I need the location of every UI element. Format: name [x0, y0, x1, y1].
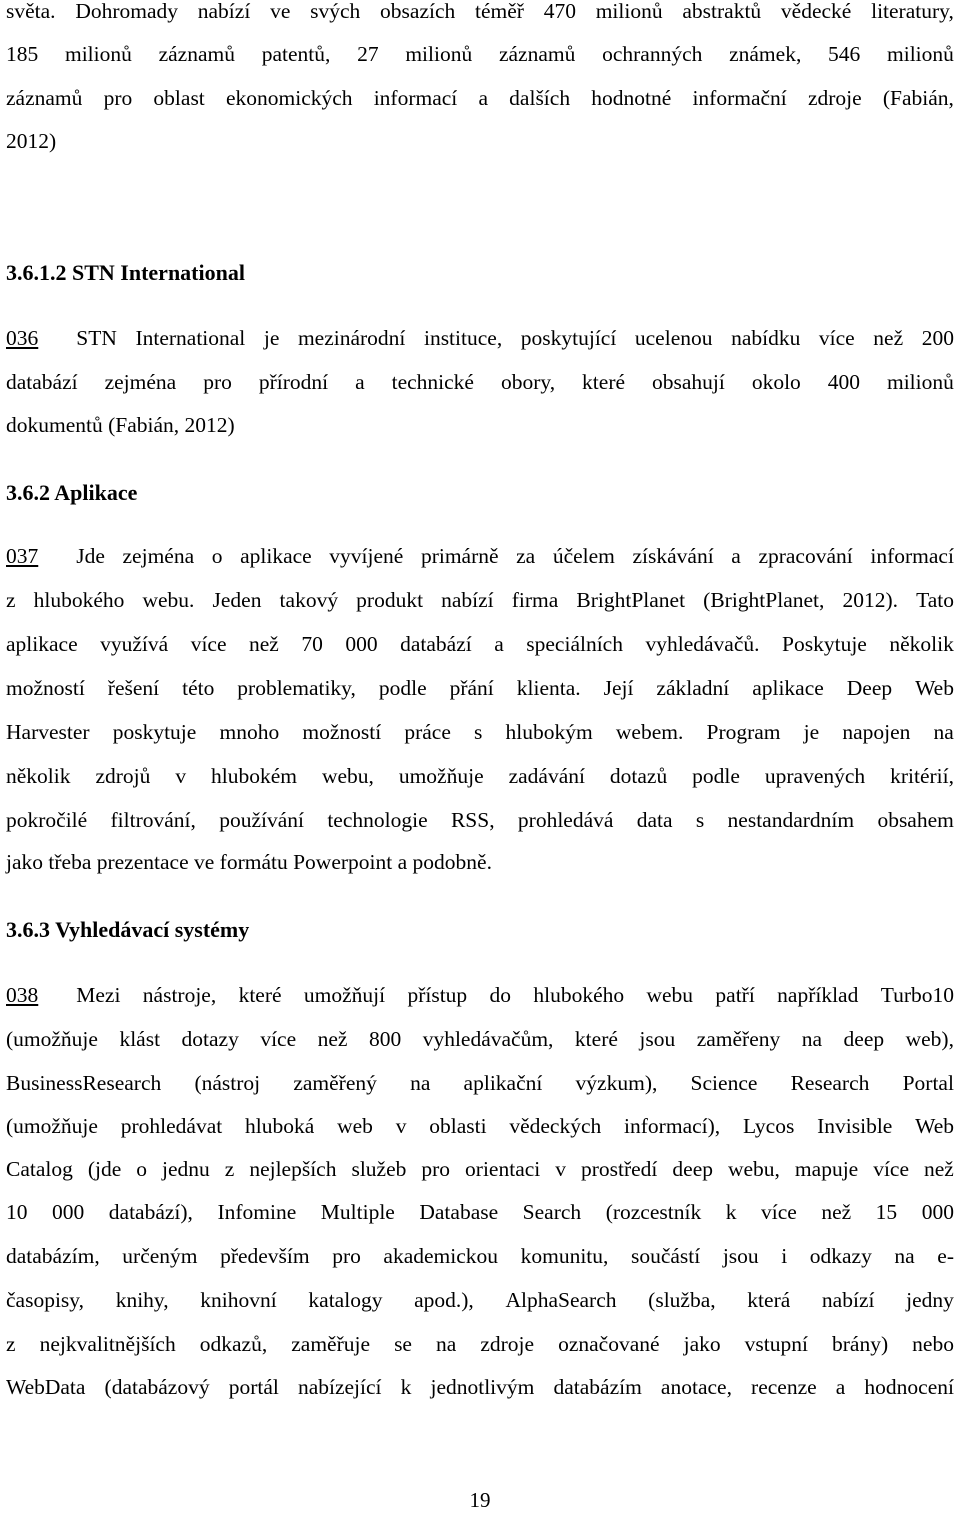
- section-heading-stn: 3.6.1.2 STN International: [6, 260, 245, 285]
- word: 27: [357, 42, 379, 66]
- paragraph-number: 037: [6, 544, 39, 568]
- word: 15: [875, 1200, 898, 1224]
- word: prostředí: [580, 1157, 658, 1181]
- word: z: [6, 588, 16, 612]
- word: zpracování: [758, 544, 853, 568]
- word: poskytující: [520, 326, 617, 350]
- word: hlubokého: [33, 588, 125, 612]
- word: zaměřený: [293, 1071, 377, 1095]
- word: Jde: [76, 544, 105, 568]
- word: hluboká: [245, 1114, 315, 1138]
- word: Invisible: [817, 1114, 893, 1138]
- word: 546: [828, 42, 861, 66]
- word: anotace,: [660, 1375, 732, 1399]
- paragraph-line: [6, 1116, 954, 1138]
- word: jedny: [906, 1288, 954, 1312]
- word: možností: [302, 720, 382, 744]
- paragraph-line: [6, 1029, 954, 1051]
- word: používání: [219, 808, 305, 832]
- word: informační: [692, 86, 787, 110]
- word: odkazů,: [199, 1332, 268, 1356]
- word: hlubokého: [533, 983, 625, 1007]
- word: k: [725, 1200, 737, 1224]
- word: milionů: [64, 42, 132, 66]
- word: prohledávat: [120, 1114, 223, 1138]
- word: technické: [391, 370, 474, 394]
- word: například: [777, 983, 859, 1007]
- word: 000: [52, 1200, 85, 1224]
- word: milionů: [405, 42, 473, 66]
- paragraph-line: [6, 1246, 954, 1268]
- word: klást: [119, 1027, 161, 1051]
- word: nabídku: [731, 326, 801, 350]
- word: nabízí: [821, 1288, 875, 1312]
- word: nabízí: [197, 0, 251, 23]
- section-heading-aplikace: 3.6.2 Aplikace: [6, 480, 138, 505]
- word: okolo: [751, 370, 801, 394]
- word: literatury,: [871, 0, 954, 23]
- word: vstupní: [744, 1332, 808, 1356]
- paragraph-line: [6, 678, 954, 700]
- word: databázím,: [6, 1244, 100, 1268]
- paragraph-line: [6, 590, 954, 612]
- word: v: [395, 1114, 407, 1138]
- word: několik: [6, 764, 71, 788]
- word: problematiky,: [237, 676, 356, 700]
- word: Research: [790, 1071, 870, 1095]
- word: na: [933, 720, 954, 744]
- word: možností: [6, 676, 85, 700]
- word: světa.: [6, 0, 56, 23]
- word: Deep: [846, 676, 893, 700]
- paragraph-line: [6, 546, 954, 568]
- word: i: [781, 1244, 788, 1268]
- word: hlubokém: [211, 764, 297, 788]
- word: napojen: [842, 720, 911, 744]
- word: Web: [915, 676, 954, 700]
- word: mnoho: [219, 720, 280, 744]
- paragraph-line: [6, 766, 954, 788]
- word: Tato: [916, 588, 954, 612]
- word: než: [317, 1027, 348, 1051]
- word: obsahují: [651, 370, 725, 394]
- word: je: [263, 326, 280, 350]
- word: svých: [310, 0, 361, 23]
- paragraph-line: [6, 722, 954, 744]
- word: prohledává: [517, 808, 614, 832]
- word: a: [731, 544, 741, 568]
- word: v: [175, 764, 187, 788]
- word: pokročilé: [6, 808, 88, 832]
- word: vyhledávačům,: [422, 1027, 554, 1051]
- word: milionů: [887, 42, 954, 66]
- word: Multiple: [320, 1200, 395, 1224]
- word: aplikační: [463, 1071, 543, 1095]
- word: speciálních: [526, 632, 623, 656]
- word: pro: [203, 370, 232, 394]
- word: několik: [889, 632, 954, 656]
- word: Její: [603, 676, 634, 700]
- paragraph-line: [6, 1334, 954, 1356]
- word: podle: [378, 676, 427, 700]
- top-paragraph-line: 2012): [6, 129, 57, 153]
- word: která: [747, 1288, 791, 1312]
- word: vědecké: [780, 0, 852, 23]
- word: základní: [656, 676, 730, 700]
- paragraph-line: [6, 810, 954, 832]
- word: jako: [683, 1332, 721, 1356]
- word: označované: [558, 1332, 660, 1356]
- word: práce: [404, 720, 451, 744]
- word: International: [135, 326, 246, 350]
- word: určeným: [122, 1244, 198, 1268]
- word: 185: [6, 42, 39, 66]
- word: (jde: [87, 1157, 122, 1181]
- word: zdrojů: [95, 764, 151, 788]
- top-paragraph-line: [6, 44, 954, 66]
- word: milionů: [886, 370, 954, 394]
- word: informací),: [624, 1114, 721, 1138]
- word: nejlepších: [249, 1157, 337, 1181]
- word: které: [582, 370, 626, 394]
- word: filtrování,: [110, 808, 196, 832]
- word: Lycos: [742, 1114, 795, 1138]
- word: vyvíjené: [329, 544, 404, 568]
- word: jednu: [162, 1157, 210, 1181]
- word: apod.),: [414, 1288, 474, 1312]
- word: Search: [522, 1200, 582, 1224]
- word: 400: [827, 370, 861, 394]
- word: zejména: [104, 370, 177, 394]
- paragraph-line: dokumentů (Fabián, 2012): [6, 413, 235, 437]
- word: než: [924, 1157, 954, 1181]
- word: vědeckých: [509, 1114, 602, 1138]
- word: produkt: [356, 588, 424, 612]
- word: aplikace: [752, 676, 824, 700]
- section-heading-vyhledavaci: 3.6.3 Vyhledávací systémy: [6, 917, 250, 942]
- word: primárně: [420, 544, 499, 568]
- word: hodnotné: [591, 86, 672, 110]
- word: milionů: [595, 0, 663, 23]
- word: komunitu,: [520, 1244, 609, 1268]
- word: hlubokým: [505, 720, 593, 744]
- word: přírodní: [258, 370, 329, 394]
- paragraph-line: [6, 372, 954, 394]
- word: do: [489, 983, 512, 1007]
- word: zaměřeny: [696, 1027, 781, 1051]
- word: zdroje: [480, 1332, 535, 1356]
- word: aplikace: [240, 544, 312, 568]
- top-paragraph-line: [6, 1, 954, 23]
- word: webu,: [321, 764, 374, 788]
- word: instituce,: [423, 326, 503, 350]
- word: ucelenou: [634, 326, 713, 350]
- word: jsou: [722, 1244, 759, 1268]
- word: s: [695, 808, 705, 832]
- paragraph-number: 038: [6, 983, 39, 1007]
- word: WebData: [6, 1375, 86, 1399]
- word: zejména: [122, 544, 195, 568]
- word: na: [410, 1071, 431, 1095]
- word: záznamů: [498, 42, 576, 66]
- word: odkazy: [809, 1244, 872, 1268]
- word: akademickou: [383, 1244, 499, 1268]
- word: pro: [103, 86, 133, 110]
- word: knihy,: [115, 1288, 169, 1312]
- word: 2012).: [842, 588, 899, 612]
- word: Web: [915, 1114, 954, 1138]
- word: mezinárodní: [297, 326, 406, 350]
- word: s: [474, 720, 483, 744]
- word: než: [873, 326, 904, 350]
- word: (umožňuje: [6, 1027, 98, 1051]
- word: zaměřuje: [291, 1332, 371, 1356]
- word: Turbo10: [880, 983, 954, 1007]
- word: databází),: [108, 1200, 193, 1224]
- paragraph-line: [6, 1290, 954, 1312]
- word: dotazů: [609, 764, 668, 788]
- word: na: [894, 1244, 915, 1268]
- word: STN: [76, 326, 117, 350]
- word: pro: [332, 1244, 361, 1268]
- word: Mezi: [76, 983, 121, 1007]
- word: obsazích: [380, 0, 456, 23]
- word: nabízející: [297, 1375, 382, 1399]
- word: o: [136, 1157, 148, 1181]
- word: o: [211, 544, 223, 568]
- word: služeb: [351, 1157, 407, 1181]
- word: v: [555, 1157, 566, 1181]
- paragraph-line: jako třeba prezentace ve formátu Powerpoint a podobně.: [6, 850, 492, 874]
- word: Poskytuje: [782, 632, 867, 656]
- word: webem.: [615, 720, 684, 744]
- word: patří: [715, 983, 755, 1007]
- word: Portal: [902, 1071, 954, 1095]
- word: (BrightPlanet,: [703, 588, 825, 612]
- word: 000: [921, 1200, 954, 1224]
- word: výzkum),: [575, 1071, 658, 1095]
- word: abstraktů: [682, 0, 762, 23]
- word: více: [760, 1200, 797, 1224]
- word: informací: [870, 544, 954, 568]
- word: deep: [843, 1027, 885, 1051]
- word: více: [818, 326, 855, 350]
- word: záznamů: [6, 86, 83, 110]
- word: je: [803, 720, 820, 744]
- word: a: [478, 86, 488, 110]
- paragraph-line: [6, 634, 954, 656]
- word: Database: [419, 1200, 499, 1224]
- word: (databázový: [104, 1375, 210, 1399]
- word: k: [400, 1375, 412, 1399]
- word: jednotlivým: [430, 1375, 535, 1399]
- word: (Fabián,: [882, 86, 954, 110]
- word: za: [516, 544, 536, 568]
- word: ekonomických: [225, 86, 353, 110]
- word: přání: [449, 676, 494, 700]
- word: získávání: [632, 544, 714, 568]
- word: více: [190, 632, 227, 656]
- word: databázím: [553, 1375, 642, 1399]
- word: web: [337, 1114, 373, 1138]
- word: mapuje: [794, 1157, 859, 1181]
- word: se: [394, 1332, 412, 1356]
- word: poskytuje: [112, 720, 197, 744]
- word: Jeden: [212, 588, 262, 612]
- word: kritérií,: [890, 764, 954, 788]
- word: oblast: [153, 86, 205, 110]
- word: oblasti: [429, 1114, 487, 1138]
- word: firma: [511, 588, 559, 612]
- word: recenze: [751, 1375, 817, 1399]
- word: Science: [690, 1071, 758, 1095]
- paragraph-line: [6, 1377, 954, 1399]
- word: upravených: [764, 764, 866, 788]
- word: z: [224, 1157, 235, 1181]
- paragraph-line: [6, 1073, 954, 1095]
- word: hodnocení: [864, 1375, 954, 1399]
- paragraph-number: 036: [6, 326, 39, 350]
- word: (služba,: [648, 1288, 716, 1312]
- word: především: [220, 1244, 310, 1268]
- word: BrightPlanet: [576, 588, 686, 612]
- word: technologie: [327, 808, 428, 832]
- word: web),: [905, 1027, 954, 1051]
- word: více: [260, 1027, 297, 1051]
- word: brány): [832, 1332, 889, 1356]
- word: knihovní: [200, 1288, 277, 1312]
- word: obsahem: [877, 808, 954, 832]
- word: které: [238, 983, 282, 1007]
- word: klienta.: [516, 676, 581, 700]
- word: nestandardním: [727, 808, 855, 832]
- word: na: [801, 1027, 823, 1051]
- word: Harvester: [6, 720, 90, 744]
- paragraph-line: [6, 1202, 954, 1224]
- paragraph-line: [6, 985, 954, 1007]
- word: 200: [921, 326, 954, 350]
- word: webu,: [727, 1157, 780, 1181]
- word: zadávání: [508, 764, 585, 788]
- word: takový: [279, 588, 339, 612]
- word: (rozcestník: [605, 1200, 702, 1224]
- word: zdroje: [807, 86, 862, 110]
- word: časopisy,: [6, 1288, 85, 1312]
- word: (umožňuje: [6, 1114, 98, 1138]
- word: na: [436, 1332, 457, 1356]
- word: webu: [646, 983, 694, 1007]
- word: této: [182, 676, 215, 700]
- word: nebo: [912, 1332, 954, 1356]
- word: jsou: [639, 1027, 676, 1051]
- word: záznamů: [158, 42, 235, 66]
- word: databází: [400, 632, 472, 656]
- word: katalogy: [308, 1288, 383, 1312]
- word: 000: [345, 632, 378, 656]
- word: dalších: [509, 86, 571, 110]
- word: vyhledávačů.: [645, 632, 760, 656]
- word: (nástroj: [194, 1071, 261, 1095]
- word: databází: [6, 370, 78, 394]
- word: deep: [672, 1157, 713, 1181]
- word: a: [355, 370, 365, 394]
- word: Program: [706, 720, 781, 744]
- word: nejkvalitnějších: [39, 1332, 176, 1356]
- word: ochranných: [602, 42, 703, 66]
- word: umožňují: [303, 983, 386, 1007]
- word: téměř: [475, 0, 524, 23]
- word: aplikace: [6, 632, 78, 656]
- word: známek,: [729, 42, 802, 66]
- word: a: [494, 632, 504, 656]
- word: RSS,: [450, 808, 495, 832]
- word: 800: [368, 1027, 402, 1051]
- word: data: [636, 808, 673, 832]
- word: umožňuje: [398, 764, 484, 788]
- word: informací: [373, 86, 458, 110]
- word: více: [873, 1157, 910, 1181]
- paragraph-line: [6, 328, 954, 350]
- word: nabízí: [441, 588, 494, 612]
- word: ve: [270, 0, 291, 23]
- word: využívá: [100, 632, 169, 656]
- word: Dohromady: [75, 0, 179, 23]
- word: z: [6, 1332, 16, 1356]
- word: patentů,: [261, 42, 331, 66]
- word: Catalog: [6, 1157, 73, 1181]
- word: řešení: [107, 676, 160, 700]
- word: dotazy: [181, 1027, 239, 1051]
- word: než: [249, 632, 279, 656]
- word: podle: [692, 764, 740, 788]
- word: součástí: [630, 1244, 701, 1268]
- word: BusinessResearch: [6, 1071, 162, 1095]
- word: e-: [937, 1244, 954, 1268]
- word: než: [821, 1200, 852, 1224]
- word: 10: [6, 1200, 28, 1224]
- word: webu.: [142, 588, 195, 612]
- top-paragraph-line: [6, 88, 954, 110]
- word: 470: [543, 0, 576, 23]
- page-number: 19: [469, 1488, 491, 1512]
- word: Infomine: [217, 1200, 297, 1224]
- word: které: [574, 1027, 618, 1051]
- paragraph-line: [6, 1159, 954, 1181]
- word: obory,: [500, 370, 556, 394]
- word: přístup: [407, 983, 468, 1007]
- word: 70: [301, 632, 323, 656]
- word: a: [835, 1375, 846, 1399]
- word: AlphaSearch: [505, 1288, 617, 1312]
- word: portál: [228, 1375, 279, 1399]
- word: pro: [421, 1157, 451, 1181]
- word: nástroje,: [142, 983, 217, 1007]
- word: účelem: [552, 544, 615, 568]
- word: orientaci: [465, 1157, 541, 1181]
